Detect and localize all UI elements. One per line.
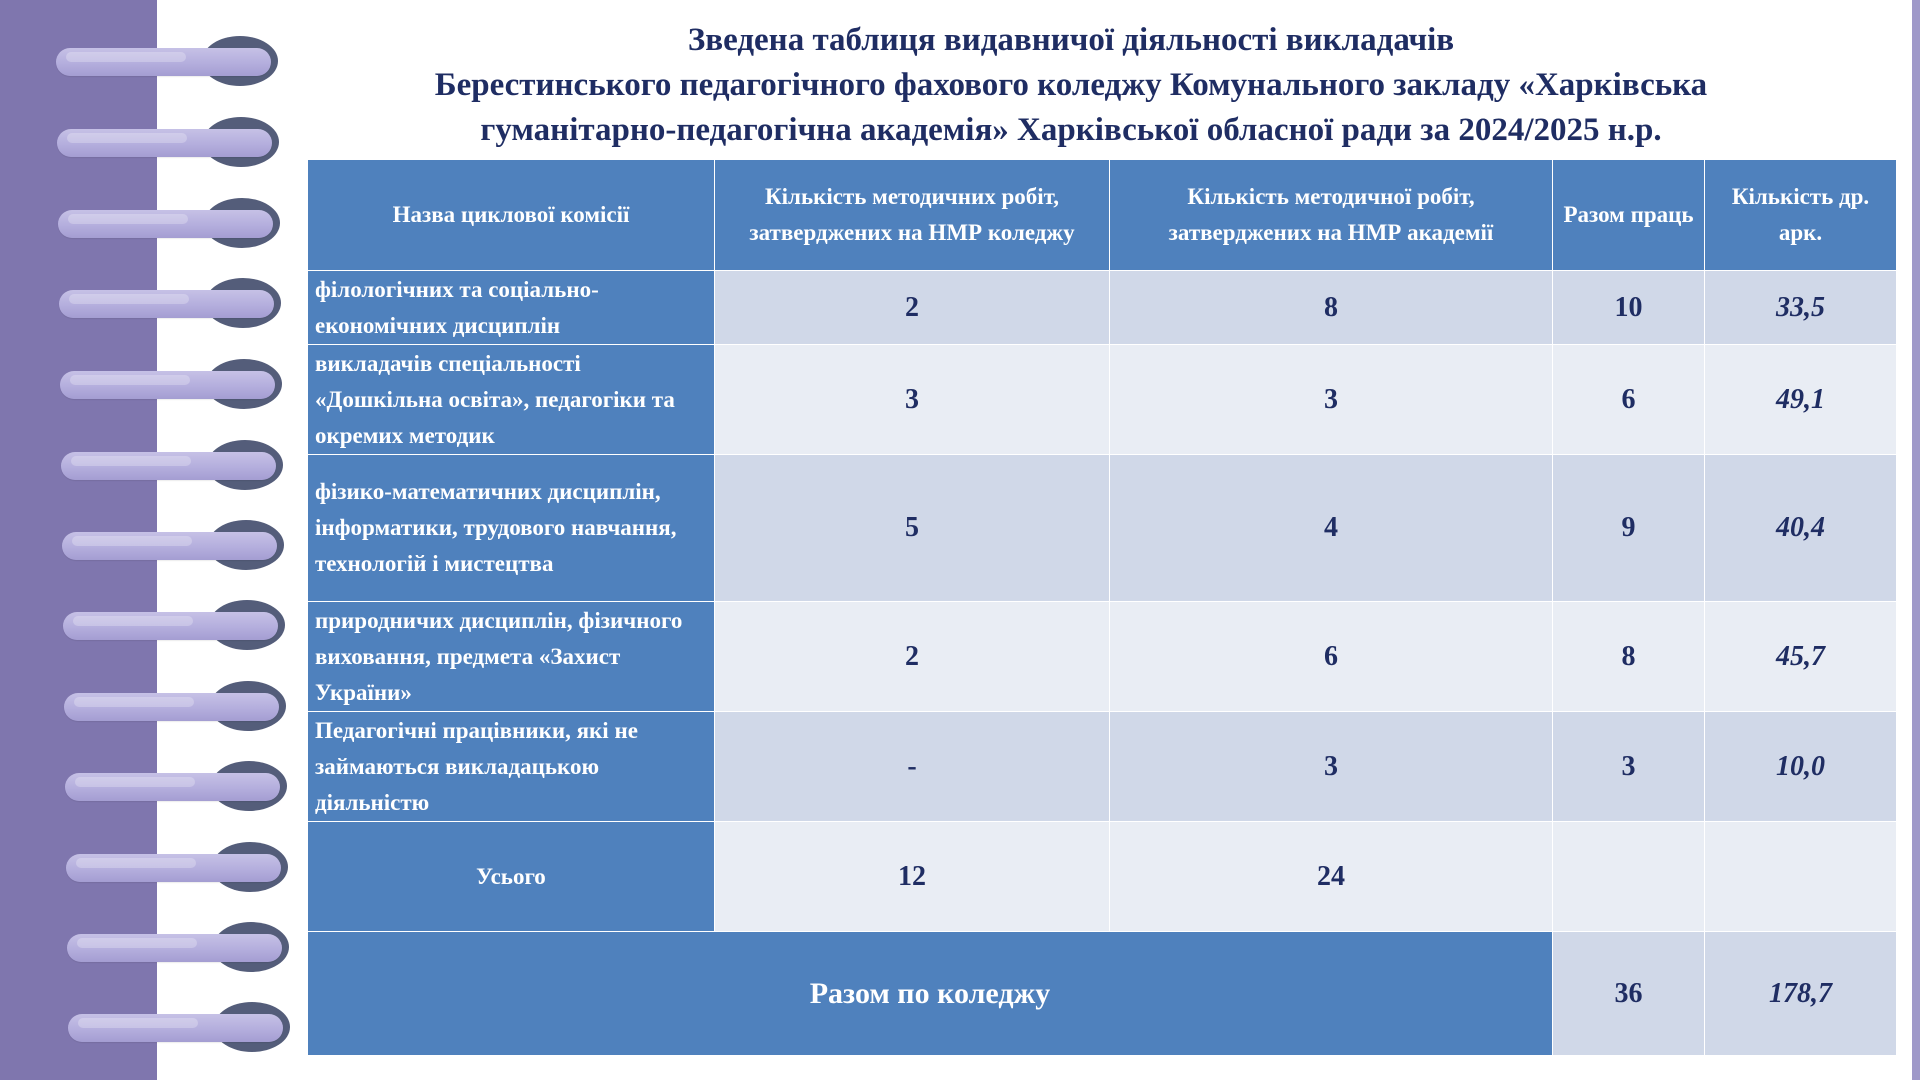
printed-sheets-cell: 40,4 [1705,455,1897,602]
header-printed-sheets: Кількість др. арк. [1705,160,1897,271]
header-college-works: Кількість методичних робіт, затверджених на НМР коледжу [715,160,1110,271]
academy-works-cell: 4 [1110,455,1553,602]
total-works-cell: 9 [1553,455,1705,602]
title-line-2: Берестинського педагогічного фахового коледжу Комунального закладу «Харківська [434,67,1708,103]
academy-works-cell: 3 [1110,345,1553,455]
printed-sheets-cell: 49,1 [1705,345,1897,455]
total-works-cell: 8 [1553,602,1705,712]
total-works-cell: 6 [1553,345,1705,455]
table-row [308,455,1897,602]
college-total-works: 36 [1553,932,1705,1056]
sum-label: Усього [308,822,715,932]
spiral-bar [57,129,272,157]
academy-works-cell: 6 [1110,602,1553,712]
total-works-cell: 10 [1553,271,1705,345]
table-row [308,345,1897,455]
academy-works-cell: 8 [1110,271,1553,345]
commission-name: викладачів спеціальності «Дошкільна освіта», педагогіки та окремих методик [308,345,715,455]
commission-name: філологічних та соціально-економічних дисциплін [308,271,715,345]
commission-name: природничих дисциплін, фізичного виховання, предмета «Захист України» [308,602,715,712]
right-decorative-edge [1912,0,1920,1080]
college-total-label: Разом по коледжу [308,932,1553,1056]
printed-sheets-cell: 45,7 [1705,602,1897,712]
sum-academy-works: 24 [1110,822,1553,932]
academy-works-cell: 3 [1110,712,1553,822]
printed-sheets-cell: 33,5 [1705,271,1897,345]
spiral-bar [61,452,276,480]
spiral-bar [67,934,282,962]
spiral-bar [68,1014,283,1042]
header-academy-works: Кількість методичної робіт, затверджених на НМР академії [1110,160,1553,271]
sum-printed-sheets [1705,822,1897,932]
spiral-bar [60,371,275,399]
spiral-bar [63,612,278,640]
spiral-bar [58,210,273,238]
commission-name: Педагогічні працівники, які не займаються викладацькою діяльністю [308,712,715,822]
commission-name: фізико-математичних дисциплін, інформатики, трудового навчання, технологій і мистецтва [308,455,715,602]
table-row [308,602,1897,712]
table-header-row [308,160,1897,271]
college-works-cell: 3 [715,345,1110,455]
sum-total-works [1553,822,1705,932]
header-total-works: Разом праць [1553,160,1705,271]
printed-sheets-cell: 10,0 [1705,712,1897,822]
total-works-cell: 3 [1553,712,1705,822]
spiral-bar [62,532,277,560]
college-works-cell: 2 [715,602,1110,712]
college-works-cell: 2 [715,271,1110,345]
spiral-bar [64,693,279,721]
publishing-activity-table [307,159,1897,1056]
table-row [308,271,1897,345]
notebook-spiral-binding [0,0,310,1080]
sum-college-works: 12 [715,822,1110,932]
spiral-bar [66,854,281,882]
spiral-bar [59,290,274,318]
spiral-bar [56,48,271,76]
header-commission-name: Назва циклової комісії [308,160,715,271]
college-total-sheets: 178,7 [1705,932,1897,1056]
college-works-cell: - [715,712,1110,822]
college-total-row [308,932,1897,1056]
sum-row [308,822,1897,932]
page-title [306,18,1836,153]
spiral-bar [65,773,280,801]
college-works-cell: 5 [715,455,1110,602]
table-row [308,712,1897,822]
title-line-1: Зведена таблиця видавничої діяльності викладачів [687,22,1455,58]
title-line-3: гуманітарно-педагогічна академія» Харківської обласної ради за 2024/2025 н.р. [480,112,1662,148]
